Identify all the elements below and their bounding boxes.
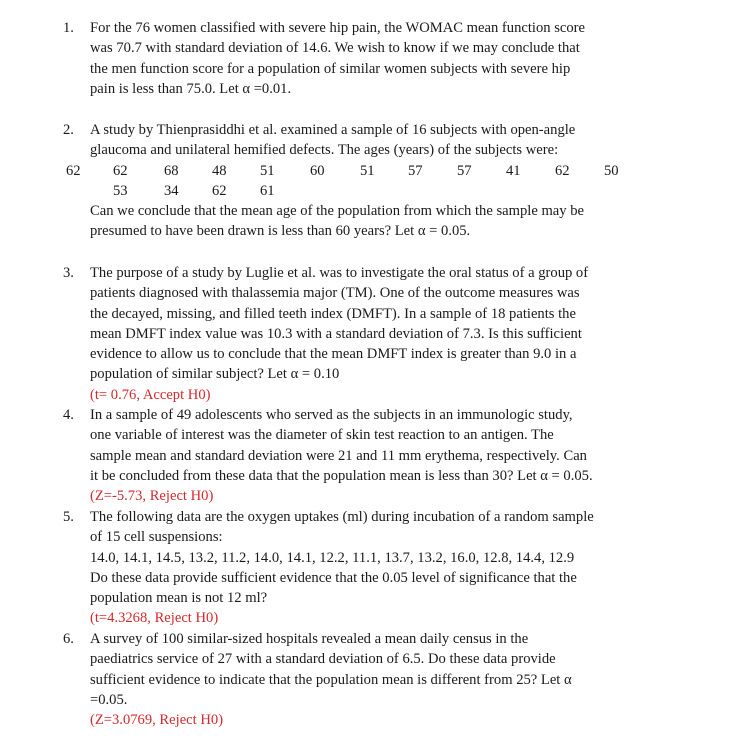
text-line: 14.0, 14.1, 14.5, 13.2, 11.2, 14.0, 14.1, 12.2, 11.1, 13.7, 13.2, 16.0, 12.8, 14.4, 12.9 (90, 549, 575, 566)
age-value: 57 (408, 162, 423, 179)
text-line: Do these data provide sufficient evidence that the 0.05 level of significance that the (90, 569, 577, 586)
problem-text (90, 405, 660, 506)
text-line: population of similar subject? Let α = 0.10 (90, 366, 340, 383)
text-line: mean DMFT index value was 10.3 with a standard deviation of 7.3. Is this sufficient (90, 325, 582, 342)
text-line: the decayed, missing, and filled teeth index (DMFT). In a sample of 18 patients the (90, 305, 576, 322)
text-line: presumed to have been drawn is less than 60 years? Let α = 0.05. (90, 223, 471, 240)
answer-text: (t= 0.76, Accept H0) (90, 386, 211, 403)
age-value: 62 (555, 162, 570, 179)
text-line: =0.05. (90, 691, 128, 708)
text-line: of 15 cell suspensions: (90, 529, 223, 546)
problem-number: 6. (63, 631, 74, 647)
text-line: glaucoma and unilateral hemified defects. The ages (years) of the subjects were: (90, 142, 559, 159)
age-value: 53 (113, 182, 128, 199)
answer-text: (Z=3.0769, Reject H0) (90, 712, 224, 729)
text-line: The following data are the oxygen uptakes (ml) during incubation of a random sample (90, 509, 594, 525)
text-line: paediatrics service of 27 with a standard deviation of 6.5. Do these data provide (90, 651, 556, 668)
age-value: 61 (260, 182, 275, 199)
problem-text (90, 263, 660, 405)
answer-text: (Z=-5.73, Reject H0) (90, 488, 214, 505)
age-value: 41 (506, 162, 521, 179)
age-value: 57 (457, 162, 472, 179)
text-line: one variable of interest was the diameter of skin test reaction to an antigen. The (90, 427, 554, 444)
problem-number: 1. (63, 20, 74, 36)
text-line: patients diagnosed with thalassemia major (TM). One of the outcome measures was (90, 285, 580, 302)
text-line: sufficient evidence to indicate that the population mean is different from 25? Let α (90, 671, 572, 688)
ages-row-1 (63, 161, 633, 181)
text-line: population mean is not 12 ml? (90, 590, 268, 607)
text-line: the men function score for a population of similar women subjects with severe hip (90, 60, 571, 77)
text-line: Can we conclude that the mean age of the population from which the sample may be (90, 203, 584, 220)
problem-text (90, 18, 660, 99)
text-line: pain is less than 75.0. Let α =0.01. (90, 80, 292, 97)
problem-text (66, 120, 660, 242)
text-line: The purpose of a study by Luglie et al. was to investigate the oral status of a group of (90, 265, 589, 281)
age-value: 50 (604, 162, 619, 179)
problem-number: 3. (63, 265, 74, 281)
age-value: 51 (260, 162, 275, 179)
age-value: 62 (66, 162, 81, 179)
problem-number: 4. (63, 407, 74, 423)
problem-text (90, 629, 660, 730)
answer-text: (t=4.3268, Reject H0) (90, 610, 219, 627)
age-value: 62 (113, 162, 128, 179)
problem-number: 2. (63, 122, 74, 138)
text-line: sample mean and standard deviation were 21 and 11 mm erythema, respectively. Can (90, 447, 587, 464)
problem-text (90, 507, 660, 629)
age-value: 60 (310, 162, 325, 179)
age-value: 48 (212, 162, 227, 179)
text-line: A survey of 100 similar-sized hospitals revealed a mean daily census in the (90, 631, 529, 647)
text-line: evidence to allow us to conclude that the mean DMFT index is greater than 9.0 in a (90, 346, 577, 363)
text-line: it be concluded from these data that the population mean is less than 30? Let α = 0.05. (90, 467, 593, 484)
text-line: In a sample of 49 adolescents who served as the subjects in an immunologic study, (90, 407, 573, 423)
text-line: For the 76 women classified with severe hip pain, the WOMAC mean function score (90, 20, 585, 36)
age-value: 51 (360, 162, 375, 179)
age-value: 68 (164, 162, 179, 179)
ages-row-2 (63, 181, 633, 201)
problem-number: 5. (63, 509, 74, 525)
age-value: 62 (212, 182, 227, 199)
text-line: was 70.7 with standard deviation of 14.6. We wish to know if we may conclude that (90, 40, 580, 57)
text-line: A study by Thienprasiddhi et al. examined a sample of 16 subjects with open-angle (90, 122, 576, 138)
age-value: 34 (164, 182, 179, 199)
